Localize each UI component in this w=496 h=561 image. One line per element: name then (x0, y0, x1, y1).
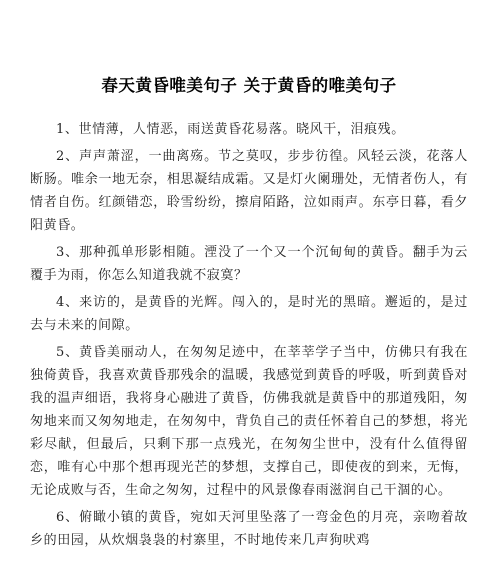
paragraph-3: 3、那种孤单形影相随。湮没了一个又一个沉甸甸的黄昏。翻手为云覆手为雨，你怎么知道我就不寂寞？ (30, 245, 468, 283)
paragraph-1: 1、世情薄，人情恶，雨送黄昏花易落。晓风干，泪痕残。 (56, 122, 405, 137)
article-title: 春天黄昏唯美句子 关于黄昏的唯美句子 (101, 76, 397, 95)
paragraph-6: 6、俯瞰小镇的黄昏，宛如天河里坠落了一弯金色的月亮，亲吻着故乡的田园，从炊烟袅袅的村寨里，不时地传来几声狗吠鸡 (30, 510, 468, 548)
paragraph-2: 2、声声萧涩，一曲离殇。节之莫叹，步步彷徨。风轻云淡，花落人断肠。唯余一地无奈，相思凝结成霜。又是灯火阑珊处，无情者伤人，有情者自伤。红颜错恋，聆雪纷纷，擦肩陌路，泣如雨声。东亭日暮，看夕阳黄昏。 (30, 149, 468, 233)
paragraph-4: 4、来访的，是黄昏的光辉。闯入的，是时光的黑暗。邂逅的，是过去与未来的间隙。 (30, 295, 468, 333)
paragraph-5: 5、黄昏美丽动人，在匆匆足迹中，在莘莘学子当中，仿佛只有我在独倚黄昏，我喜欢黄昏那残余的温暖，我感觉到黄昏的呼吸，听到黄昏对我的温声细语，我将身心融进了黄昏，仿佛我就是黄昏中的那道残阳，匆匆地来而又匆匆地走，在匆匆中，背负自己的责任怀着自己的梦想，将光彩尽献，但最后，只剩下那一点残光，在匆匆尘世中，没有什么值得留恋，唯有心中那个想再现光芒的梦想，支撑自己，即使夜的到来，无悔，无论成败与否，生命之匆匆，过程中的风景像春雨滋润自己干涸的心。 (30, 345, 468, 498)
